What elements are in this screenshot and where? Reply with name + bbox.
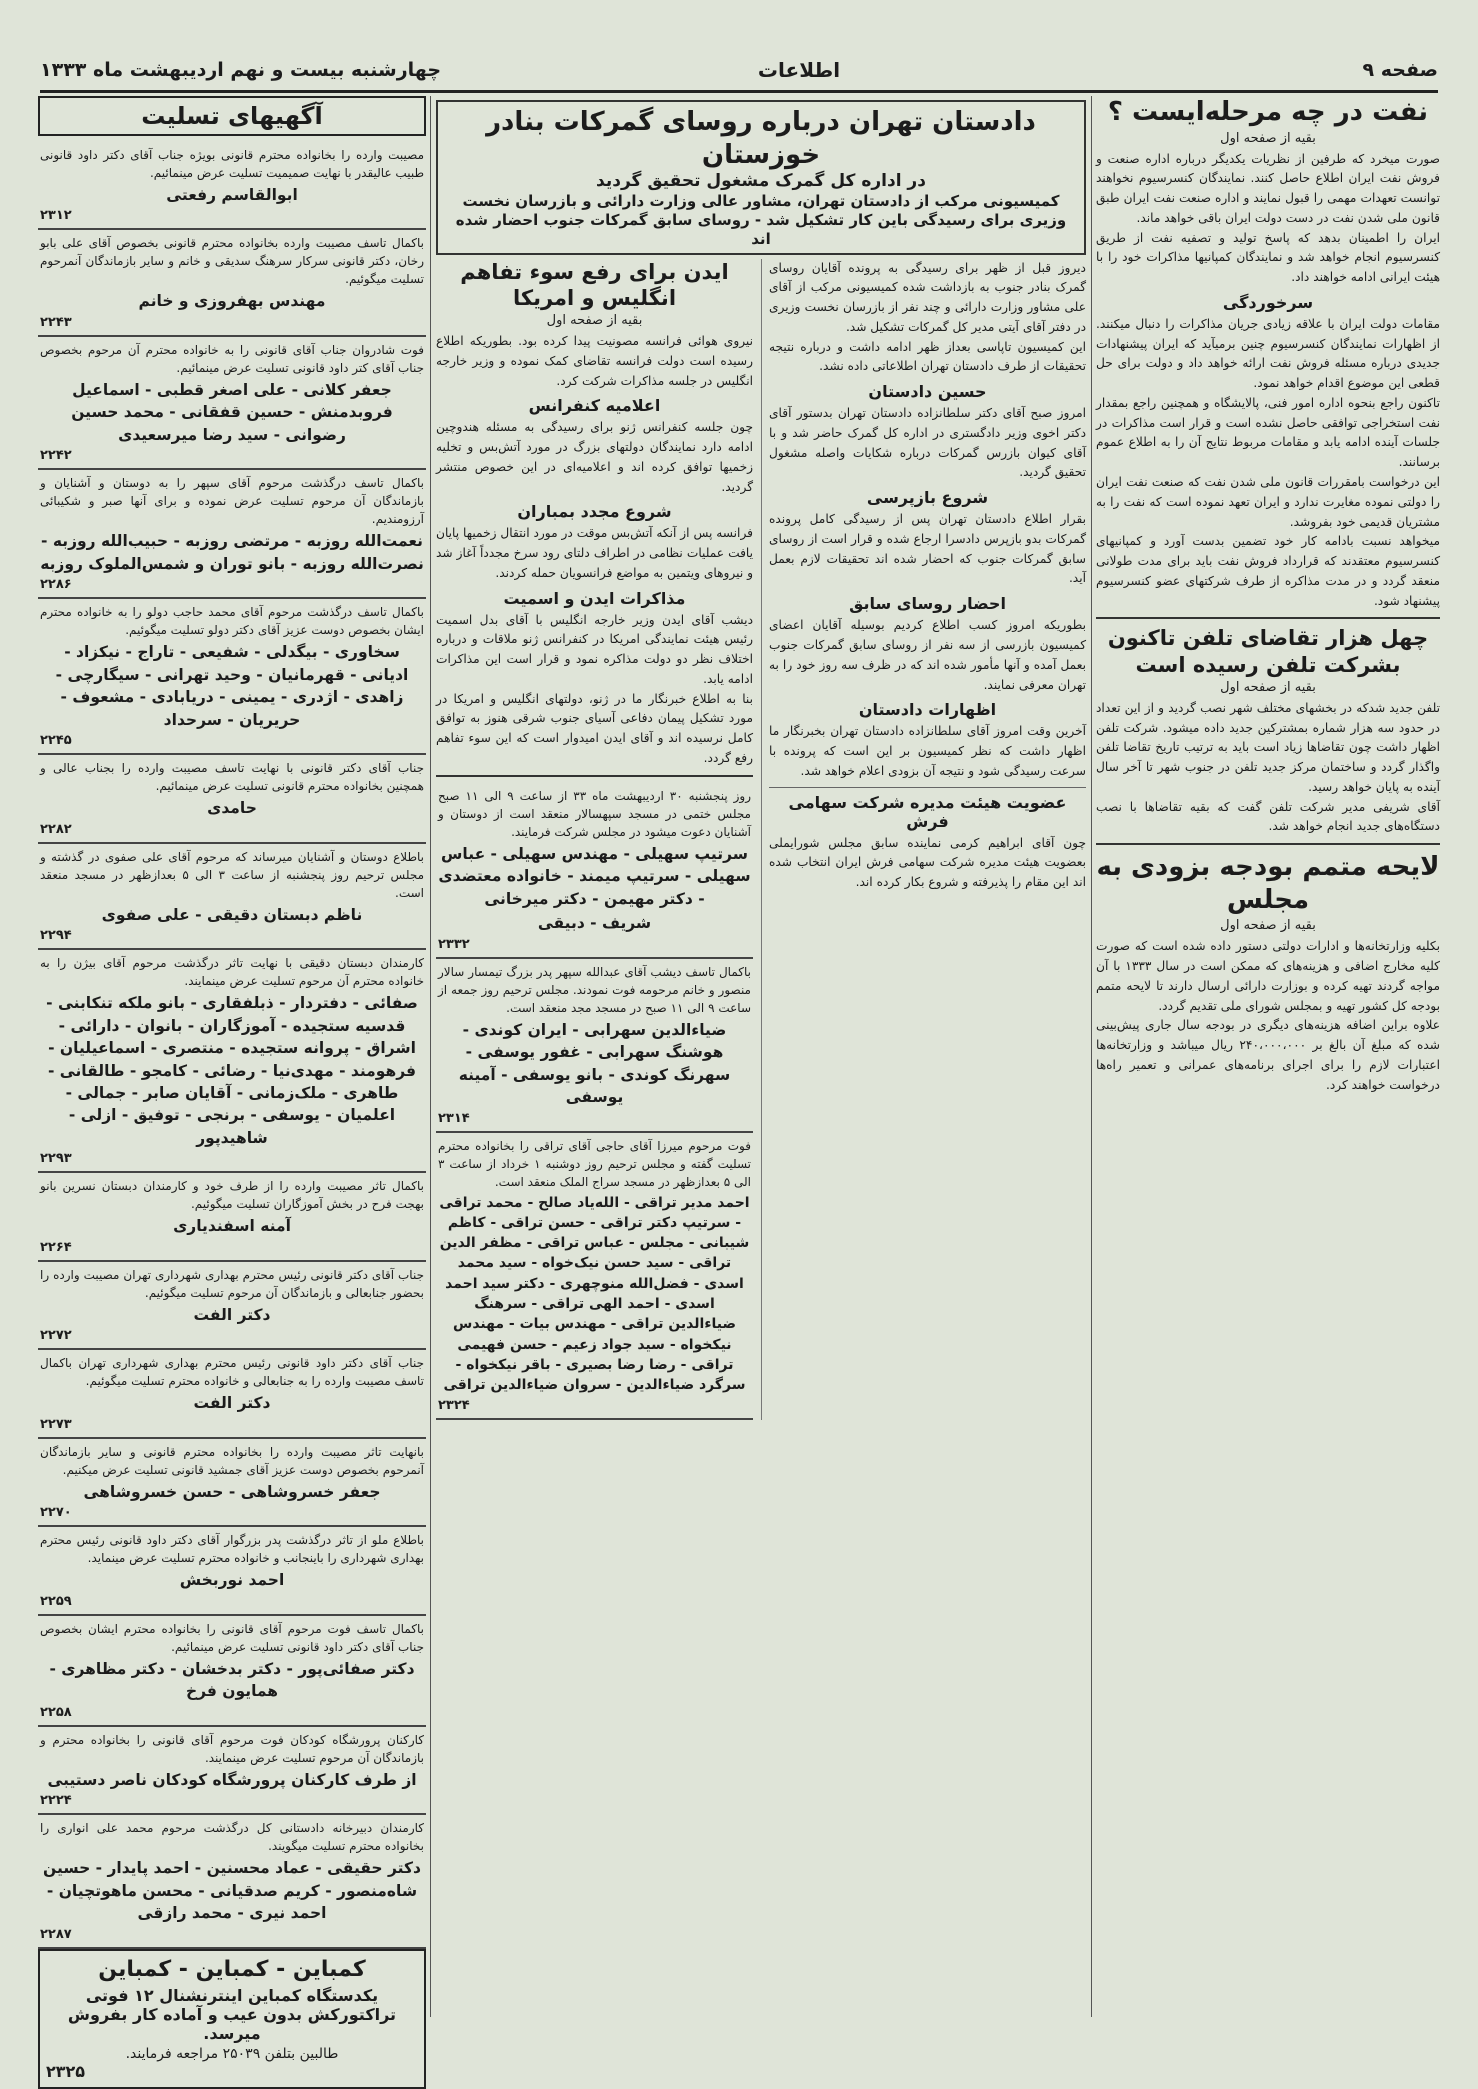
- article-paragraph: این درخواست بامقررات قانون ملی شدن نفت که صنعت نفت ایران را دولتی نموده مغایرت ندارد و ایران تعهد نموده است که نفت را به مشتریان قدیمی خود بفروشد.: [1096, 474, 1440, 529]
- notice-names: دکتر صفائی‌پور - دکتر بدخشان - دکتر مظاهری - همایون فرخ: [49, 1659, 415, 1701]
- notice-names: سرتیپ سهیلی - مهندس سهیلی - عباس سهیلی - سرتیپ میمند - خانواده معتضدی - دکتر مهیمن - دکتر میرخانی: [438, 844, 751, 908]
- right-column: [1096, 96, 1440, 2017]
- article-subhead: اعلامیه کنفرانس: [528, 396, 661, 416]
- notice-code: ۲۲۹۴: [40, 928, 72, 944]
- condolence-notice: [38, 1262, 426, 1350]
- oil-article: [1096, 96, 1440, 611]
- article-paragraph: دیشب آقای ایدن وزیر خارجه انگلیس با آقای بدل اسمیت رئیس هیئت نمایندگی امریکا در کنفرانس ژنو ملاقات و درباره اختلاف نظر دو دولت مذاکره نمود و قرار است این مذاکرات ادامه یابد.: [436, 612, 753, 686]
- section-divider: [436, 775, 753, 777]
- article-subhead: احضار روسای سابق: [849, 594, 1006, 614]
- column-divider: [1091, 96, 1092, 2017]
- condolence-notice: [38, 1727, 426, 1815]
- notice-code: ۲۲۲۴: [40, 1793, 72, 1809]
- notice-code: ۲۲۷۳: [40, 1416, 72, 1432]
- condolence-notice: [38, 1439, 426, 1527]
- section-divider: [1096, 617, 1440, 619]
- ad-text: یکدستگاه کمباین اینترنشنال ۱۲ فوتی تراکتورکش بدون عیب و آماده کار بفروش میرسد.: [67, 1985, 397, 2043]
- combine-advertisement: [38, 1949, 426, 2089]
- notice-code: ۲۲۴۳: [40, 314, 72, 330]
- ad-code: ۲۳۲۵: [46, 2061, 86, 2081]
- notice-text: باکمال تاثر مصیبت وارده را از طرف خود و کارمندان دبستان نسرین بانو بهجت فرح در بخش آموزگاران تسلیت میگوئیم.: [40, 1179, 424, 1212]
- mid-condolence-notice: [436, 783, 753, 959]
- customs-banner-deck: کمیسیونی مرکب از دادستان تهران، مشاور عالی وزارت دارائی و بازرسان نخست وزیری برای رسیدگی باین کار تشکیل شد - روسای سابق گمرکات جنوب احضار شده اند: [455, 192, 1067, 248]
- mid-condolence-notice: [436, 1133, 753, 1420]
- condolence-notices-list: [38, 142, 426, 1949]
- article-subhead: شروع بازپرسی: [866, 488, 989, 508]
- notice-code: ۲۲۸۷: [40, 1926, 72, 1942]
- notice-names: ضیاءالدین سهرابی - ایران کوندی - هوشنگ سهرابی - غفور یوسفی - سهرنگ کوندی - بانو یوسفی - آمینه یوسفی: [458, 1020, 731, 1107]
- article-paragraph: ایران را اطمینان بدهد که پاسخ تولید و تصفیه نفت از طریق کنسرسیوم انجام خواهد شد و نمایندگان کمپانیها مذاکرات خود را با هیئت ایرانی ادامه خواهند داد.: [1096, 230, 1440, 285]
- notice-names: ابوالقاسم رفعتی: [166, 186, 298, 204]
- notice-names: ناظم دبستان دقیقی - علی صفوی: [101, 905, 363, 924]
- article-paragraph: نیروی هوائی فرانسه مصونیت پیدا کرده بود. بطوریکه اطلاع رسیده است دولت فرانسه تقاضای کمک نموده و وزیر خارجه انگلیس در جلسه مذاکرات شرکت کرد.: [436, 334, 753, 388]
- notice-code: ۲۲۵۹: [40, 1593, 72, 1609]
- article-subhead: عضویت هیئت مدیره شرکت سهامی فرش: [788, 792, 1067, 831]
- notice-text: باکمال تاسف مصیبت وارده بخانواده محترم قانونی بخصوص آقای علی بابو رخان، دکتر قانونی سرکار سرهنگ سدیقی و خانم و سایر بازماندگان آنمرحوم تسلیت میگوئیم.: [40, 236, 424, 287]
- notice-code: ۲۲۷۲: [40, 1328, 72, 1344]
- notice-text: کارمندان دبیرخانه دادستانی کل درگذشت مرحوم محمد علی انواری را بخانواده محترم تسلیت میگویند.: [40, 1821, 424, 1854]
- middle-column: [436, 96, 1086, 2017]
- telephone-article-kicker: بقیه از صفحه اول: [1220, 679, 1316, 695]
- article-paragraph: میخواهد نسبت بادامه کار خود تضمین بدست آورد و کمپانیهای کنسرسیوم معتقدند که قرارداد فروش نفت باید برای مدت طولانی منعقد گردد و در مدت مذاکره از طرف شرکتهای عضو کنسرسیوم پیشنهاد شود.: [1096, 534, 1440, 608]
- article-paragraph: فرانسه پس از آنکه آتش‌بس موقت در مورد انتقال زخمیها پایان یافت عملیات نظامی در اطراف دلتای رود سرخ مجدداً آغاز شد و نیروهای ویتمین به مواضع فرانسویان حمله کردند.: [436, 526, 753, 580]
- condolence-notice: [38, 844, 426, 950]
- notice-text: مصیبت وارده را بخانواده محترم قانونی بویژه جناب آقای دکتر داود قانونی طبیب عالیقدر با نهایت صمیمیت تسلیت عرض مینمائیم.: [40, 148, 424, 180]
- section-divider: [769, 787, 1086, 788]
- notice-names: از طرف کارکنان پرورشگاه کودکان ناصر دستیبی: [47, 1770, 417, 1789]
- ad-contact: طالبین بتلفن ۲۵۰۳۹ مراجعه فرمایند.: [125, 2045, 339, 2062]
- article-paragraph: بنا به اطلاع خبرنگار ما در ژنو، دولتهای انگلیس و امریکا در مورد تشکیل پیمان دفاعی آسیای جنوب شرقی هنوز به توافق کامل نرسیده اند و آقای ایدن امیدوار است که این سوء تفاهم رفع گردد.: [436, 691, 753, 766]
- oil-article-kicker: بقیه از صفحه اول: [1220, 130, 1316, 146]
- notice-names: آمنه اسفندیاری: [173, 1217, 291, 1236]
- article-subhead: شروع مجدد بمباران: [517, 502, 672, 522]
- notice-code: ۲۲۹۳: [40, 1151, 72, 1167]
- oil-article-title: نفت در چه مرحله‌ایست ؟: [1107, 97, 1429, 127]
- notice-names: دکتر الفت: [193, 1305, 271, 1324]
- notice-text: کارکنان پرورشگاه کودکان فوت مرحوم آقای قانونی را بخانواده محترم و بازماندگان آن مرحوم تسلیت عرض مینمایند.: [40, 1732, 424, 1765]
- condolence-notice: [38, 470, 426, 599]
- notice-text: جناب آقای دکتر قانونی رئیس محترم بهداری شهرداری تهران مصیبت وارده را بحضور جنابعالی و بازماندگان آن مرحوم تسلیت میگوئیم.: [40, 1267, 424, 1300]
- article-paragraph: آخرین وقت امروز آقای سلطانزاده دادستان تهران بخبرنگار ما اظهار داشت که نظر کمیسیون بر این است که پرونده با سرعت رسیدگی شود و نتیجه آن بزودی اعلام خواهد شد.: [769, 724, 1086, 778]
- article-paragraph: چون آقای ابراهیم کرمی نماینده سابق مجلس شورایملی بعضویت هیئت مدیره شرکت سهامی فرش ایران انتخاب شده اند این مقام را پذیرفته و شروع بکار کرده اند.: [769, 835, 1086, 890]
- page-number: صفحه ۹: [1362, 59, 1438, 81]
- column-divider: [430, 96, 431, 2017]
- ad-headline: کمباین - کمباین - کمباین: [98, 1956, 366, 1982]
- notice-code: ۲۳۳۲: [438, 936, 470, 952]
- notice-names: سخاوری - بیگدلی - شفیعی - تاراج - نیکزاد - ادیانی - قهرمانیان - وحید تهرانی - سیگارچی - زاهدی - اژدری - یمینی - دریابادی - مشعوف - حریریان - سرحداد: [55, 643, 409, 729]
- notice-code: ۲۲۸۶: [40, 577, 72, 593]
- notice-text: باکمال تاسف درگذشت مرحوم آقای محمد حاجب دولو را به خانواده محترم ایشان بخصوص دوست عزیز آقای دکتر دولو تسلیت میگوئیم.: [40, 605, 424, 638]
- notice-text: بانهایت تاثر مصیبت وارده را بخانواده محترم قانونی و سایر بازماندگان آنمرحوم بخصوص دوست عزیز آقای جمشید قانونی تسلیت عرض میکنیم.: [40, 1444, 424, 1477]
- customs-article-column: [761, 259, 1086, 1420]
- notice-code: ۲۲۸۲: [40, 821, 72, 837]
- notice-code: ۲۲۵۸: [40, 1704, 72, 1720]
- article-paragraph: دیروز قبل از ظهر برای رسیدگی به پرونده آقایان روسای گمرک بنادر جنوب به بازداشت شده کمیسیونی مرکب از آقای علی مشاور وزارت دارائی و چند نفر از بازرسان نخست وزیری در دفتر آقای آیتی مدیر کل گمرکات تشکیل شد.: [769, 260, 1086, 334]
- condolence-notice: [38, 1616, 426, 1727]
- middle-subcolumns: [436, 259, 1086, 1420]
- budget-article-title: لایحه متمم بودجه بزودی به مجلس: [1096, 852, 1440, 915]
- notice-names: شریف - دبیقی: [537, 914, 652, 933]
- notice-names: مهندس بهفروزی و خانم: [138, 292, 326, 311]
- notice-names: حامدی: [207, 799, 257, 818]
- condolence-notice: [38, 599, 426, 755]
- condolence-notice: [38, 1527, 426, 1615]
- notice-code: ۲۲۴۵: [40, 733, 72, 749]
- article-paragraph: تاکنون راجع بنحوه اداره امور فنی، پالایشگاه و همچنین راجع بمقدار نفت استخراجی توافقی حاصل نشده است و قرار است مذاکرات در جلسات آینده ادامه یابد و مقامات مربوط نتایج آن را به اطلاع عموم برسانند.: [1096, 395, 1440, 470]
- article-subhead: سرخوردگی: [1222, 292, 1314, 312]
- article-subhead: مذاکرات ایدن و اسمیت: [503, 588, 686, 608]
- notice-code: ۲۳۲۴: [438, 1397, 470, 1413]
- notice-text: روز پنجشنبه ۳۰ اردیبهشت ماه ۳۳ از ساعت ۹ الی ۱۱ صبح مجلس ختمی در مسجد سپهسالار منعقد است از دوستان و آشنایان دعوت میشود در مجلس شرکت فرمایند.: [438, 788, 752, 839]
- customs-banner: [436, 100, 1086, 255]
- condolence-notice: [38, 755, 426, 843]
- condolence-notice: [38, 1350, 426, 1438]
- notice-names: نعمت‌الله روزبه - مرتضی روزبه - حبیب‌الله روزبه - نصرت‌الله روزبه - بانو توران و شمس‌الملوک روزبه: [40, 532, 424, 573]
- notice-code: ۲۲۴۲: [40, 448, 72, 464]
- eden-article-title: ایدن برای رفع سوء تفاهم انگلیس و امریکا: [460, 259, 729, 310]
- notice-text: باکمال تاسف درگذشت مرحوم آقای سپهر را به دوستان و آشنایان و بازماندگان آن مرحوم تسلیت عرض نموده و برای آنها صبر و شکیبائی آرزومندیم.: [40, 476, 424, 527]
- notice-text: باکمال تاسف دیشب آقای عبدالله سپهر پدر بزرگ تیمسار سالار منصور و خانم مرحومه فوت نمودند. مجلس ترحیم روز جمعه از ساعت ۹ الی ۱۱ صبح در مسجد مجد منعقد است.: [438, 964, 751, 1015]
- condolence-section-title: آگهیهای تسلیت: [38, 96, 426, 136]
- notice-names: احمد مدیر تراقی - الله‌یاد صالح - محمد تراقی - سرتیپ دکتر تراقی - حسن تراقی - کاظم شیبانی - مجلس - عباس تراقی - مظفر الدین تراقی - سید حسن نیک‌خواه - سید محمد اسدی - فضل‌الله منوچهری - دکتر سید احمد اسدی - احمد الهی تراقی - سرهنگ ضیاءالدین تراقی - مهندس بیات - مهندس نیکخواه - سید جواد زعیم - حسن فهیمی تراقی - رضا رضا بصیری - باقر نیکخواه - سرگرد ضیاءالدین - سروان ضیاءالدین تراقی: [439, 1194, 750, 1394]
- article-paragraph: این کمیسیون تاپاسی بعداز ظهر ادامه داشت و درباره نتیجه تحقیقات از طرف دادستان تهران اطلاعاتی داده نشد.: [769, 339, 1086, 374]
- notice-names: احمد نوربخش: [179, 1571, 285, 1590]
- notice-names: دکتر الفت: [193, 1394, 271, 1413]
- condolence-notice: [38, 230, 426, 336]
- eden-article-kicker: بقیه از صفحه اول: [546, 313, 643, 328]
- newspaper-name: اطلاعات: [757, 58, 841, 82]
- article-paragraph: علاوه براین اضافه هزینه‌های دیگری در بودجه سال جاری پیش‌بینی شده که مبلغ آن بالغ بر ۲۴۰،۰۰۰،۰۰۰ ریال میباشد و وزارتخانه‌ها اعتبارات لازم را برای اجرای برنامه‌های عمرانی و تعمیر راه‌ها درخواست خواهند کرد.: [1096, 1018, 1441, 1092]
- article-paragraph: بطوریکه امروز کسب اطلاع کردیم بوسیله آقایان اعضای کمیسیون بازرسی از سه نفر از روسای سابق گمرکات جنوب بعمل آمده و آنها مأمور شده اند که در ظرف سه روز خود را به تهران معرفی نمایند.: [769, 618, 1086, 692]
- notice-text: کارمندان دبستان دقیقی با نهایت تاثر درگذشت مرحوم آقای بیژن را به خانواده محترم آن مرحوم تسلیت عرض مینمایند.: [40, 956, 424, 989]
- notice-names: صفائی - دفتردار - ذبلفقاری - بانو ملکه تنکابنی - قدسیه ستجیده - آموزگاران - بانوان - دارائی - اشراق - پروانه ستجیده - منتصری - اسماعیلیان - فرهومند - مهدی‌نیا - رضائی - کامجو - طالقانی - طاهری - ملک‌زمانی - آقایان صابر - جمالی - اعلمیان - یوسفی - برنجی - توفیق - ازلی - شاهیدپور: [46, 994, 418, 1147]
- notice-code: ۲۲۶۴: [40, 1239, 72, 1255]
- condolence-notice: [38, 1173, 426, 1261]
- article-paragraph: تلفن جدید شدکه در بخشهای مختلف شهر نصب گردید و از این تعداد در حدود سه هزار شماره بمشترکین جدید داده میشود. شرکت تلفن اظهار داشت چون تقاضاها زیاد است باید به ترتیب تاریخ تقاضا تلفن واگذار گردد و ساختمان مرکز جدید تلفن در جنوب شهر تا آخر سال آینده به پایان خواهد رسید.: [1096, 700, 1440, 794]
- notice-names: جعفر کلانی - علی اصغر قطبی - اسماعیل فروبدمنش - حسین قفقانی - محمد حسین رضوانی - سید رضا میرسعیدی: [71, 380, 393, 444]
- article-subhead: حسین دادستان: [868, 382, 987, 402]
- article-paragraph: صورت میخرد که طرفین از نظریات یکدیگر درباره اداره صنعت و فروش نفت ایران اطلاع حاصل کنند. نمایندگان کنسرسیوم نخواهند توانست تعهدات مهمی را قبول نمایند و اداره صنعت نفت ایران طبق قانون ملی شدن نفت در دست دولت ایران باقی خواهد ماند.: [1096, 151, 1440, 225]
- left-column: [38, 96, 426, 2081]
- notice-text: فوت شادروان جناب آقای قانونی را به خانواده محترم آن مرحوم بخصوص جناب آقای کتر داود قانونی تسلیت عرض مینمائیم.: [40, 342, 424, 375]
- page-header: [40, 50, 1438, 93]
- budget-article: [1096, 851, 1440, 1095]
- article-paragraph: چون جلسه کنفرانس ژنو برای رسیدگی به مسئله هندوچین ادامه دارد نمایندگان دولتهای بزرگ در مورد آتش‌بس و تخلیه زخمیها توافق کرده اند و اعلامیه‌ای در این خصوص منتشر گردید.: [436, 420, 753, 494]
- notice-names: دکتر حقیقی - عماد محسنین - احمد پایدار - حسین شاه‌منصور - کریم صدقیانی - محسن ماهوتچیان - احمد نیری - محمد رازقی: [43, 1859, 421, 1923]
- notice-code: ۲۳۱۴: [438, 1110, 470, 1126]
- telephone-article-title: چهل هزار تقاضای تلفن تاکنون بشرکت تلفن رسیده است: [1107, 626, 1429, 677]
- notice-text: باکمال تاسف فوت مرحوم آقای قانونی را بخانواده محترم ایشان بخصوص جناب آقای دکتر داود قانونی تسلیت عرض مینمائیم.: [40, 1621, 424, 1654]
- eden-article-column: [436, 259, 753, 1420]
- mid-condolence-notice: [436, 959, 753, 1133]
- condolence-notice: [38, 1815, 426, 1948]
- article-paragraph: بقرار اطلاع دادستان تهران پس از رسیدگی کامل پرونده گمرکات بدو بازپرس دادسرا ارجاع شده و قرار است از روسای سابق گمرکات جنوب که احضار شده اند تحقیقات لازم بعمل آید.: [769, 512, 1086, 586]
- notice-code: ۲۲۷۰: [40, 1505, 72, 1521]
- notice-text: فوت مرحوم میرزا آقای حاجی آقای تراقی را بخانواده محترم تسلیت گفته و مجلس ترحیم روز دوشنبه ۱ خرداد از ساعت ۳ الی ۵ بعدازظهر در مسجد سراج الملک منعقد است.: [438, 1138, 751, 1189]
- condolence-notice: [38, 337, 426, 470]
- notice-text: جناب آقای دکتر قانونی با نهایت تاسف مصیبت وارده را بجناب عالی و همچنین بخانواده محترم قانونی تسلیت عرض مینمائیم.: [40, 761, 424, 794]
- notice-text: باطلاع ملو از تاثر درگذشت پدر بزرگوار آقای دکتر داود قانونی رئیس محترم بهداری شهرداری را باینجانب و خانواده محترم تسلیت عرض مینماید.: [40, 1533, 424, 1566]
- notice-code: ۲۳۱۲: [40, 208, 72, 224]
- budget-article-kicker: بقیه از صفحه اول: [1220, 918, 1316, 934]
- customs-banner-title: دادستان تهران درباره روسای گمرکات بنادر خوزستان: [486, 107, 1036, 170]
- article-paragraph: مقامات دولت ایران با علاقه زیادی جریان مذاکرات را دنبال میکنند. از اظهارات نمایندگان کنسرسیوم چنین برمیآید که ایران پیشنهادات جدیدی درباره مسئله فروش نفت ارائه خواهد داد و دولت برای حل قطعی این موضوع اقدام خواهد نمود.: [1096, 316, 1440, 391]
- article-paragraph: بکلیه وزارتخانه‌ها و ادارات دولتی دستور داده شده است که صورت کلیه مخارج اضافی و هزینه‌های که ممکن است در سال ۱۳۳۳ با آن مواجه گردند تهیه کرده و بوزارت دارائی ارسال دارند تا لایحه متمم بودجه کل کشور تهیه و بمجلس شورای ملی تقدیم گردد.: [1096, 939, 1440, 1013]
- condolence-notice: [38, 950, 426, 1173]
- issue-date: چهارشنبه بیست و نهم اردیبهشت ماه ۱۳۳۳: [40, 59, 442, 81]
- notice-text: باطلاع دوستان و آشنایان میرساند که مرحوم آقای علی صفوی در گذشته و مجلس ترحیم روز پنجشنبه از ساعت ۳ الی ۵ بعدازظهر در مسجد منعقد است.: [40, 849, 424, 900]
- article-subhead: اظهارات دادستان: [858, 700, 997, 720]
- notice-text: جناب آقای دکتر داود قانونی رئیس محترم بهداری شهرداری تهران باکمال تاسف مصیبت وارده را به جنابعالی و خانواده محترم تسلیت میگوئیم.: [40, 1356, 424, 1389]
- customs-banner-subtitle: در اداره کل گمرک مشغول تحقیق گردید: [596, 171, 926, 191]
- notice-names: جعفر خسروشاهی - حسن خسروشاهی: [83, 1482, 381, 1501]
- telephone-article: [1096, 625, 1440, 837]
- article-paragraph: امروز صبح آقای دکتر سلطانزاده دادستان تهران بدستور آقای دکتر اخوی وزیر دادگستری در اداره کل گمرک حاضر شد و با آقای کیوان بازرس گمرکات درباره شکایات واصله مشغول تحقیق گردید.: [769, 406, 1086, 480]
- article-paragraph: آقای شریفی مدیر شرکت تلفن گفت که بقیه تقاضاها با نصب دستگاه‌های جدید انجام خواهد شد.: [1096, 799, 1440, 834]
- condolence-notice: [38, 142, 426, 230]
- section-divider: [1096, 843, 1440, 845]
